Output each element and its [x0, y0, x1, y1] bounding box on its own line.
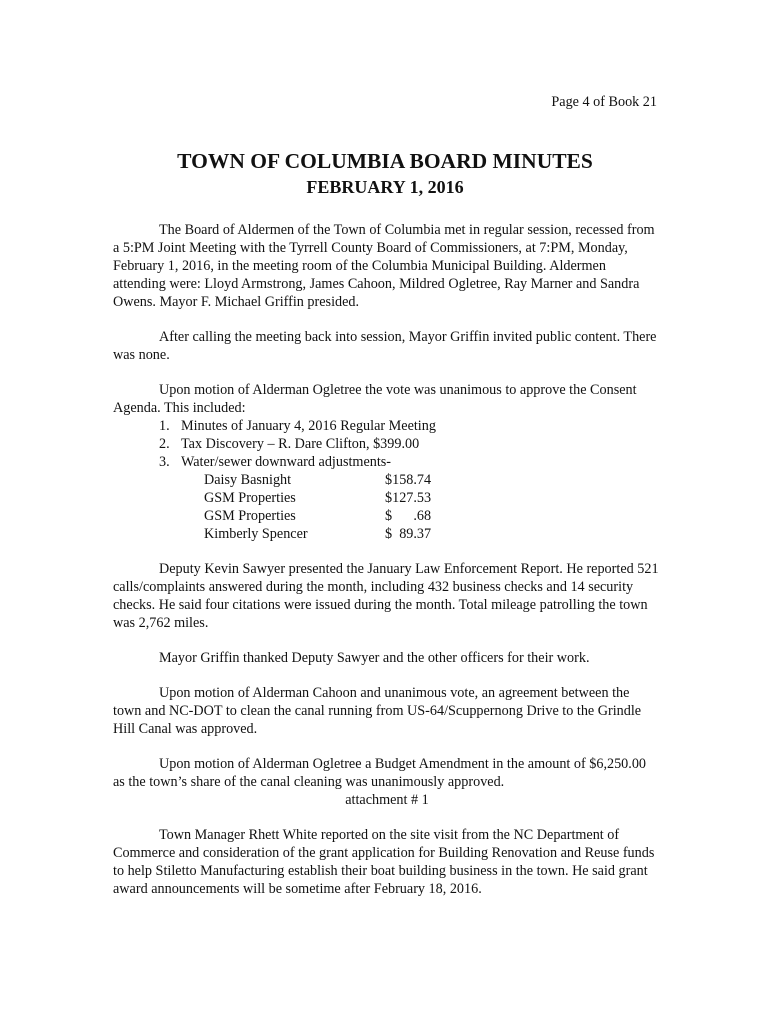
paragraph-budget-amendment: Upon motion of Alderman Ogletree a Budget Amendment in the amount of $6,250.00 as the town’s share of the canal cleaning was unanimously approved. — [113, 756, 647, 790]
attachment-note: attachment # 1 — [345, 792, 429, 808]
adjustment-row: GSM Properties $ .68 — [204, 508, 432, 524]
list-item: 1. Minutes of January 4, 2016 Regular Meeting — [159, 418, 436, 434]
paragraph-town-manager: Town Manager Rhett White reported on the site visit from the NC Department of Commerce and consideration of the grant application for Building Renovation and Reuse funds to help Stiletto Manufacturing establish their boat building business in the town. He said grant award announcements will be sometime after February 18, 2016. — [113, 827, 655, 897]
list-item: 2. Tax Discovery – R. Dare Clifton, $399.00 — [159, 436, 420, 452]
consent-agenda-list — [113, 417, 661, 471]
meeting-date: FEBRUARY 1, 2016 — [306, 177, 464, 197]
document-title: TOWN OF COLUMBIA BOARD MINUTES — [177, 149, 593, 173]
adjustment-row: Kimberly Spencer $ 89.37 — [204, 526, 432, 542]
paragraph-session: The Board of Aldermen of the Town of Columbia met in regular session, recessed from a 5:PM Joint Meeting with the Tyrrell County Board of Commissioners, at 7:PM, Monday, February 1, 2016, in the meeting room of the Columbia Municipal Building. Aldermen attending were: Lloyd Armstrong, James Cahoon, Mildred Ogletree, Ray Marner and Sandra Owens. Mayor F. Michael Griffin presided. — [113, 222, 655, 310]
paragraph-law-enforcement: Deputy Kevin Sawyer presented the January Law Enforcement Report. He reported 521 calls/complaints answered during the month, including 432 business checks and 14 security checks. He said four citations were issued during the month. Total mileage patrolling the town was 2,762 miles. — [113, 561, 659, 631]
paragraph-public-content: After calling the meeting back into session, Mayor Griffin invited public content. There was none. — [113, 329, 657, 363]
adjustment-row: Daisy Basnight $158.74 — [204, 472, 432, 488]
adjustments-list — [113, 471, 661, 543]
consent-agenda — [113, 381, 661, 543]
paragraph-canal-agreement: Upon motion of Alderman Cahoon and unanimous vote, an agreement between the town and NC-DOT to clean the canal running from US-64/Scuppernong Drive to the Grindle Hill Canal was approved. — [113, 685, 642, 737]
consent-agenda-lead: Upon motion of Alderman Ogletree the vote was unanimous to approve the Consent Agenda. This included: — [113, 382, 637, 416]
page-number: Page 4 of Book 21 — [551, 94, 657, 110]
paragraph-thanks: Mayor Griffin thanked Deputy Sawyer and the other officers for their work. — [159, 650, 590, 666]
minutes-body — [113, 221, 661, 915]
adjustment-row: GSM Properties $127.53 — [204, 490, 432, 506]
list-item: 3. Water/sewer downward adjustments- — [159, 454, 392, 470]
